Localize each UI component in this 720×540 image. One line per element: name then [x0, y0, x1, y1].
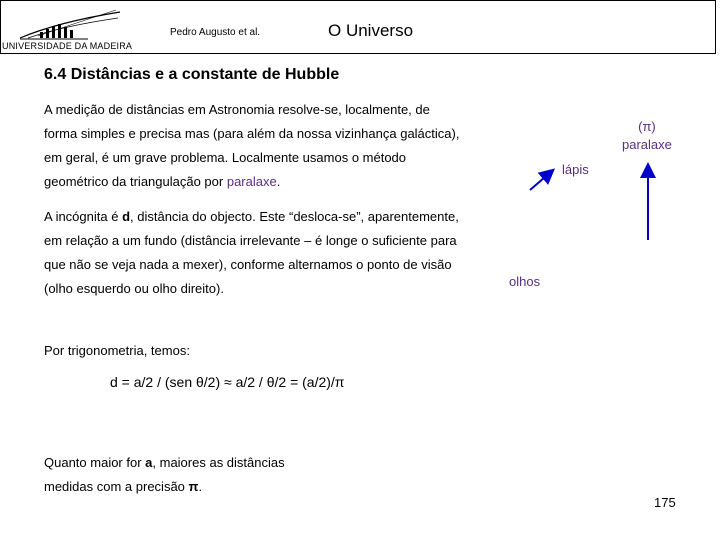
paragraph-precision-lead: Quanto maior for	[44, 455, 146, 470]
paralaxe-label: paralaxe	[622, 137, 672, 152]
variable-pi: π	[188, 479, 199, 494]
lapis-arrow	[530, 171, 552, 190]
paragraph-precision-text: , maiores as distâncias medidas com a precisão	[44, 455, 285, 494]
lapis-label: lápis	[562, 162, 589, 177]
university-name: UNIVERSIDADE DA MADEIRA	[2, 41, 133, 51]
paragraph-intro-text: A medição de distâncias em Astronomia resolve-se, localmente, de forma simples e precisa mas (para além da nossa vizinhança galáctica), em geral, é um grave problema. Localmente usamos o método geométrico da triangulação por	[44, 102, 460, 189]
pi-symbol-label: (π)	[638, 119, 656, 134]
paragraph-trig: Por trigonometria, temos:	[44, 343, 190, 358]
paragraph-intro-end: .	[276, 174, 281, 189]
author-text: Pedro Augusto et al.	[170, 27, 261, 38]
paragraph-unknown-lead: A incógnita é	[44, 209, 123, 224]
paralaxe-highlight: paralaxe	[226, 174, 277, 189]
page-number: 175	[654, 495, 676, 510]
slide-title: 6.4 Distâncias e a constante de Hubble	[44, 66, 340, 83]
paragraph-unknown-text: , distância do objecto. Este “desloca-se”, aparentemente, em relação a um fundo (distância irrelevante – é longe o suficiente para que não se veja nada a mexer), conforme alternamos o ponto de visão (olho esquerdo ou olho direito).	[44, 209, 459, 296]
variable-a: a	[145, 455, 153, 470]
parallax-label	[622, 118, 672, 154]
paragraph-precision-end: .	[198, 479, 203, 494]
olhos-label: olhos	[509, 274, 541, 289]
variable-d: d	[122, 209, 131, 224]
course-title: O Universo	[328, 21, 414, 40]
formula: d = a/2 / (sen θ/2) ≈ a/2 / θ/2 = (a/2)/π	[110, 374, 345, 390]
